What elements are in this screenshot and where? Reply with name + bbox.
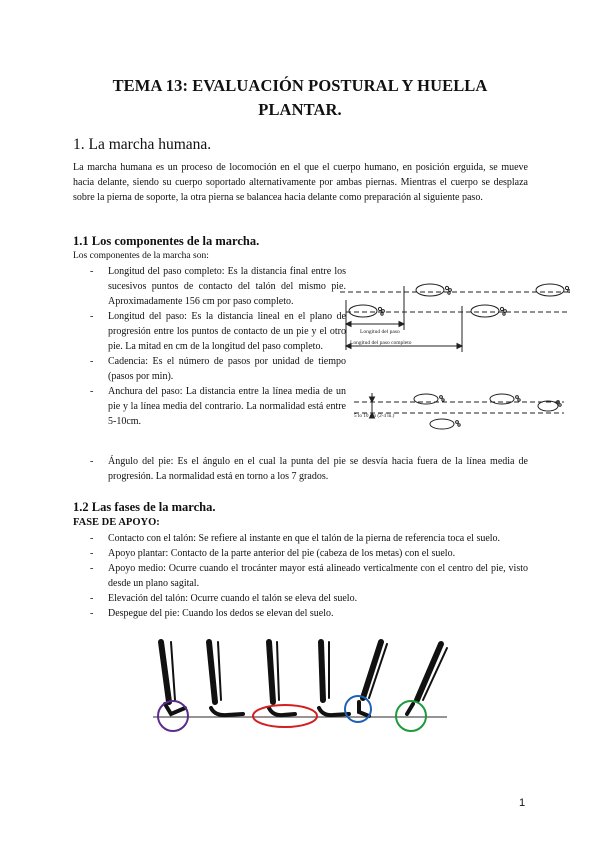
gait-phases-figure — [145, 636, 455, 736]
section-heading-marcha: 1. La marcha humana. — [73, 136, 212, 153]
step-width-figure — [352, 387, 566, 437]
list-item: - Apoyo medio: Ocurre cuando el trocánter mayor está alineado verticalmente con el centro del pie, visto desde un plano sagital. — [90, 563, 528, 589]
footprint-icon — [416, 284, 451, 296]
page-number: 1 — [519, 797, 526, 809]
step-length-label: Longitud del paso — [360, 329, 400, 335]
section-heading-fases: 1.2 Las fases de la marcha. — [73, 500, 216, 514]
leg-heel-off — [359, 642, 387, 716]
footprint-icon — [349, 305, 384, 317]
full-step-label: Longitud del paso completo — [350, 340, 412, 346]
highlight-circle-purple — [158, 701, 188, 731]
list-item: - Anchura del paso: La distancia entre la línea media de un pie y la línea media del contrario. La normalidad está entre 5-10cm. — [90, 386, 346, 427]
document-title: TEMA 13: EVALUACIÓN POSTURAL Y HUELLA PLANTAR. — [112, 76, 488, 119]
list-item: - Elevación del talón: Ocurre cuando el talón se eleva del suelo. — [90, 593, 358, 604]
componentes-list-continued — [90, 454, 528, 484]
phase-title: FASE DE APOYO: — [73, 517, 160, 528]
step-width-label: 5 to 10 cm (2-4 in.) — [354, 413, 395, 419]
step-length-figure — [338, 270, 570, 356]
list-item: - Ángulo del pie: Es el ángulo en el cual la punta del pie se desvía hacia fuera de la línea media de progresión. La normalidad está en torno a los 7 grados. — [90, 456, 528, 482]
list-item: - Apoyo plantar: Contacto de la parte anterior del pie (cabeza de los metas) con el suelo. — [90, 548, 456, 559]
leg-foot-flat — [209, 642, 243, 715]
footprint-icon — [471, 305, 506, 317]
section-paragraph-marcha: La marcha humana es un proceso de locomoción en el que el cuerpo humano, en posición erguida, se mueve hacia delante, siendo su cuerpo soportado alternativamente por ambas piernas. Mientras el cuerpo se desplaza sobre la pierna de soporte, la otra pierna se balancea hacia delante como preparación al siguiente paso. — [73, 162, 528, 203]
leg-toe-off — [407, 644, 447, 714]
componentes-list — [90, 264, 346, 429]
list-item: - Cadencia: Es el número de pasos por unidad de tiempo (pasos por min). — [90, 356, 346, 382]
list-item: - Contacto con el talón: Se refiere al instante en que el talón de la pierna de referencia toca el suelo. — [90, 533, 501, 544]
list-item: - Longitud del paso: Es la distancia lineal en el plano de progresión entre los puntos de contacto de un pie y el otro pie. La mitad en cm de la longitud del paso completo. — [90, 311, 346, 352]
footprint-icon — [430, 419, 460, 429]
leg-midstance-late — [319, 642, 349, 715]
footprint-icon — [536, 284, 570, 296]
section-heading-componentes: 1.1 Los componentes de la marcha. — [73, 234, 260, 248]
list-item: - Despegue del pie: Cuando los dedos se elevan del suelo. — [90, 608, 334, 619]
list-item: - Longitud del paso completo: Es la distancia final entre los sucesivos puntos de contacto del talón del mismo pie. Aproximadamente 156 cm por paso completo. — [90, 266, 346, 307]
componentes-lead: Los componentes de la marcha son: — [73, 251, 209, 261]
fases-list — [90, 531, 528, 621]
